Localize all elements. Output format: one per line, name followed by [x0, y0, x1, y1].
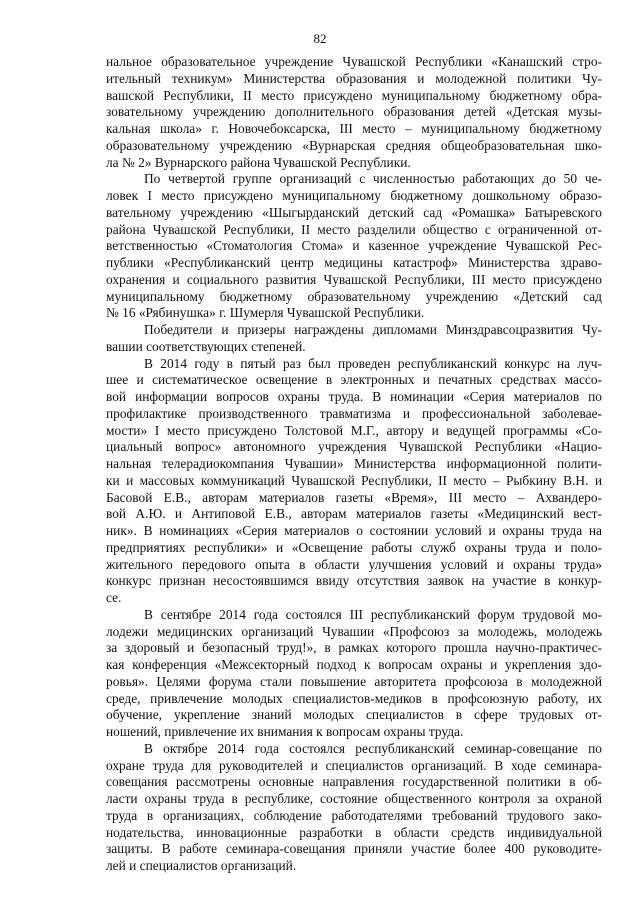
text-line: кальная школа» г. Новочебоксарска, III место – муниципальному бюджетному — [106, 121, 602, 136]
paragraph — [106, 607, 602, 741]
text-line: ласти охраны труда в республике, состояние общественного контроля за охраной — [106, 791, 602, 806]
text-line: вой информации вопросов охраны труда. В номинации «Серия материалов по — [106, 389, 602, 404]
text-line: публики «Республиканский центр медицины катастроф» Министерства здраво- — [106, 255, 602, 270]
text-line: циальный вопрос» автономного учреждения Чувашской Республики «Нацио- — [106, 439, 602, 455]
text-line: ки и массовых коммуникаций Чувашской Республики, II место – Рыбкину В.Н. и — [106, 472, 602, 488]
text-line: ник». В номинациях «Серия материалов о состоянии условий и охраны труда на — [106, 523, 602, 538]
text-line: ровья». Целями форума стали повышение авторитета профсоюза в молодежной — [106, 673, 602, 689]
text-line: вашии соответствующих степеней. — [106, 338, 306, 354]
paragraph — [106, 171, 602, 322]
text-line: района Чувашской Республики, II место разделили общество с ограниченной от- — [106, 221, 602, 237]
text-line: Басовой Е.В., авторам материалов газеты «Время», III место – Ахвандеро- — [106, 489, 602, 505]
text-line: вашской Республики, II место присуждено муниципальному бюджетному обра- — [106, 87, 602, 103]
text-line: охране труда для руководителей и специалистов организаций. В ходе семинара- — [106, 757, 602, 773]
text-line: среде, привлечение молодых специалистов-медиков в профсоюзную работу, их — [106, 690, 602, 706]
paragraph — [106, 54, 602, 171]
text-line: профилактике производственного травматизма и профессиональной заболевае- — [106, 405, 602, 421]
text-line: В сентябре 2014 года состоялся III республиканский форум трудовой мо- — [144, 606, 602, 622]
page-number: 82 — [313, 31, 327, 46]
paragraph — [106, 356, 602, 607]
text-line: ветственностью «Стоматология Стома» и казенное учреждение Чувашской Рес- — [106, 238, 602, 254]
text-line: лодежи медицинских организаций Чувашии «Профсоюз за молодежь, молодежь — [106, 623, 602, 639]
text-body — [106, 54, 602, 875]
text-line: зовательному учреждению дополнительного образования детей «Детская музы- — [106, 104, 602, 120]
text-line: муниципальному бюджетному образовательному учреждению «Детский сад — [106, 288, 602, 304]
text-line: нальное образовательное учреждение Чувашской Республики «Канашский стро- — [106, 54, 602, 69]
text-line: жительного передового опыта в области улучшения условий и охраны труда» — [106, 556, 602, 572]
paragraph — [106, 741, 602, 875]
text-line: нодательства, инновационные разработки в области средств индивидуальной — [106, 824, 602, 840]
paragraph — [106, 322, 602, 356]
text-line: шее и систематическое освещение в электронных и печатных средствах массо- — [106, 372, 602, 388]
text-line: ла № 2» Вурнарского района Чувашской Республики. — [106, 154, 411, 170]
text-line: По четвертой группе организаций с численностью работающих до 50 че- — [144, 171, 602, 187]
text-line: В октябре 2014 года состоялся республиканский семинар-совещание по — [144, 740, 602, 756]
text-line: охранения и социального развития Чувашской Республики, III место присуждено — [106, 271, 602, 287]
text-line: Победители и призеры награждены дипломами Минздравсоцразвития Чу- — [144, 322, 602, 337]
text-line: за здоровый и безопасный труд!», в рамках которого прошла научно-практичес- — [106, 640, 602, 656]
text-line: вательному учреждению «Шыгырданский детский сад «Ромашка» Батыревского — [106, 204, 602, 220]
text-line: ительный техникум» Министерства образования и молодежной политики Чу- — [106, 70, 602, 86]
text-line: предприятиях республики» и «Освещение работы служб охраны труда и поло- — [106, 539, 602, 555]
text-line: вой А.Ю. и Антиповой Е.В., авторам материалов газеты «Медицинский вест- — [106, 506, 602, 522]
text-line: лей и специалистов организаций. — [106, 858, 297, 873]
text-line: ношений, привлечение их внимания к вопросам охраны труда. — [106, 724, 464, 739]
text-line: нальная телерадиокомпания Чувашии» Министерства информационной полити- — [106, 456, 602, 471]
text-line: труда в организациях, соблюдение работодателями требований трудового зако- — [106, 807, 602, 823]
text-line: совещания рассмотрены основные направления государственной политики в об- — [106, 774, 602, 790]
text-line: кая конференция «Межсекторный подход к вопросам охраны и укрепления здо- — [106, 657, 602, 672]
text-line: № 16 «Рябинушка» г. Шумерля Чувашской Республики. — [106, 305, 425, 321]
text-line: мости» I место присуждено Толстовой М.Г., автору и ведущей программы «Со- — [106, 422, 602, 438]
text-line: обучение, укрепление знаний молодых специалистов в сфере трудовых от- — [106, 707, 602, 723]
text-line: конкурс признан несостоявшимся ввиду отсутствия заявок на участие в конкур- — [106, 573, 602, 589]
text-line: се. — [106, 590, 122, 605]
text-line: защиты. В работе семинара-совещания приняли участие более 400 руководите- — [106, 841, 602, 857]
text-line: ловек I место присуждено муниципальному бюджетному дошкольному образо- — [106, 188, 602, 203]
text-line: образовательному учреждению «Вурнарская средняя общеобразовательная шко- — [106, 137, 602, 153]
text-line: В 2014 году в пятый раз был проведен республиканский конкурс на луч- — [144, 355, 602, 371]
